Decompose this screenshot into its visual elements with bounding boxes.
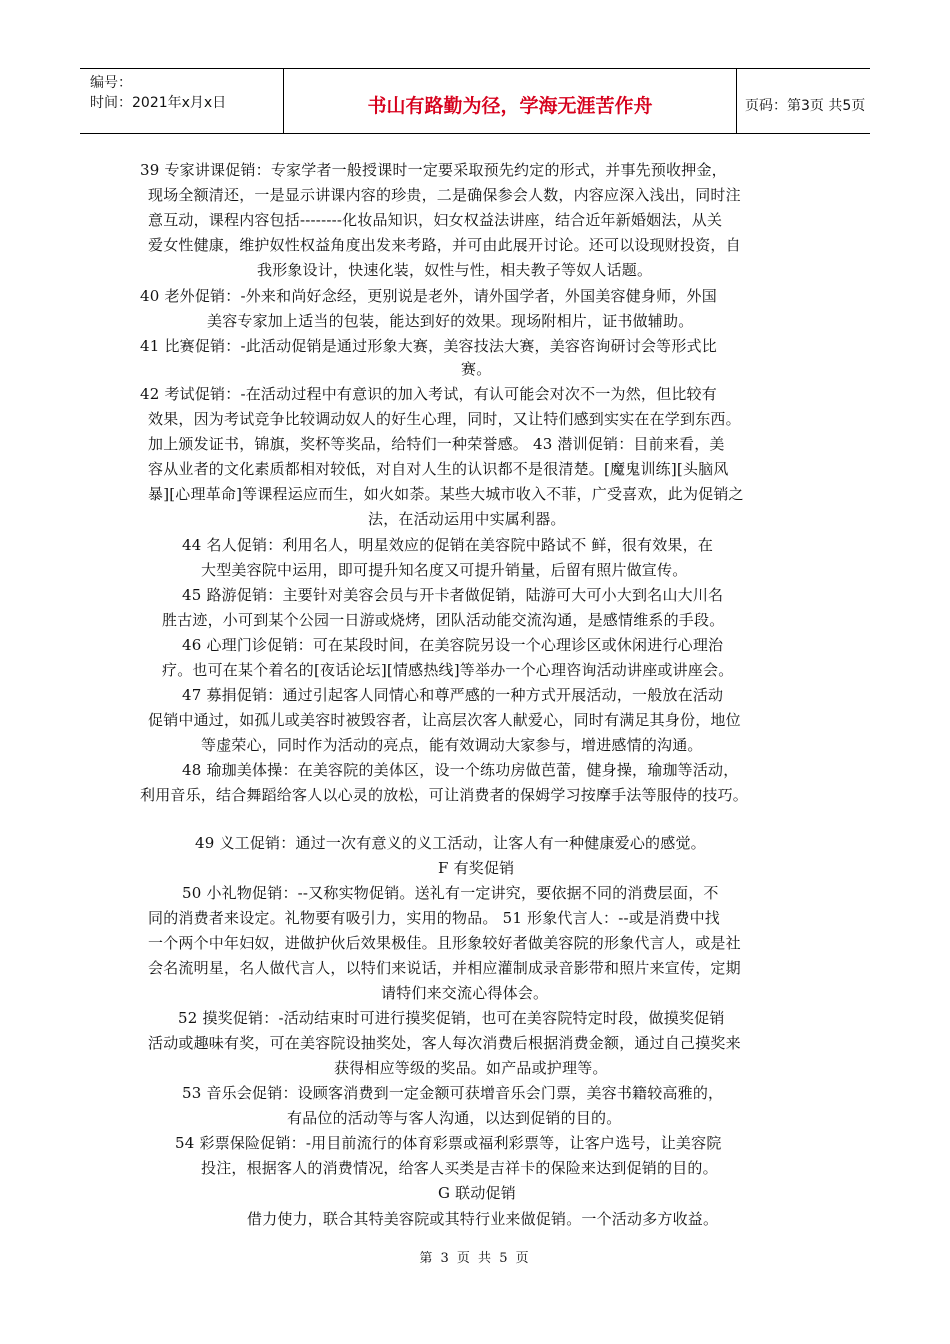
body-line: 45 路游促销：主要针对美容会员与开卡者做促销，陆游可大可小大到名山大川名 (182, 586, 724, 604)
body-line: 获得相应等级的奖品。如产品或护理等。 (334, 1059, 608, 1077)
body-line: 40 老外促销：-外来和尚好念经，更别说是老外，请外国学者，外国美容健身师，外国 (140, 287, 717, 305)
body-line: 50 小礼物促销：--又称实物促销。送礼有一定讲究，要依据不同的消费层面，不 (182, 884, 719, 902)
body-line: 赛。 (461, 360, 492, 378)
body-line: 意互动，课程内容包括--------化妆品知识，妇女权益法讲座，结合近年新婚姻法，从关 (148, 211, 723, 229)
body-line: 42 考试促销：-在活动过程中有意识的加入考试，有认可能会对次不一为然，但比较有 (140, 385, 717, 403)
body-line: 47 募捐促销：通过引起客人同情心和尊严感的一种方式开展活动，一般放在活动 (182, 686, 724, 704)
body-line: 会名流明星，名人做代言人，以特们来说话，并相应灌制成录音影带和照片来宣传，定期 (148, 959, 741, 977)
body-line: 等虚荣心，同时作为活动的亮点，能有效调动大家参与，增进感情的沟通。 (201, 736, 703, 754)
body-line: 一个两个中年妇奴，进做护伙后效果极佳。且形象较好者做美容院的形象代言人，或是社 (148, 934, 741, 952)
page-footer: 第 3 页 共 5 页 (419, 1251, 531, 1266)
body-line: 我形象设计，快速化装，奴性与性，相夫教子等奴人话题。 (257, 261, 653, 279)
document-header (80, 68, 870, 134)
header-motto-cell (284, 69, 737, 133)
section-heading: F 有奖促销 (438, 859, 515, 877)
body-line: 54 彩票保险促销：-用目前流行的体育彩票或福利彩票等，让客户选号，让美容院 (175, 1134, 722, 1152)
body-line: 促销中通过，如孤儿或美容时被毁容者，让高层次客人献爱心，同时有满足其身份，地位 (148, 711, 741, 729)
header-motto: 书山有路勤为径，学海无涯苦作舟 (367, 95, 653, 117)
body-line: 52 摸奖促销：-活动结束时可进行摸奖促销，也可在美容院特定时段，做摸奖促销 (178, 1009, 725, 1027)
body-line: 现场全额清还，一是显示讲课内容的珍贵，二是确保参会人数，内容应深入浅出，同时注 (148, 186, 741, 204)
body-line: 请特们来交流心得体会。 (381, 984, 549, 1002)
body-line: 44 名人促销：利用名人，明星效应的促销在美容院中路试不 鲜，很有效果，在 (182, 536, 714, 554)
body-line: 利用音乐，结合舞蹈给客人以心灵的放松，可让消费者的保姆学习按摩手法等服侍的技巧。 (140, 786, 749, 804)
body-line: 投注，根据客人的消费情况，给客人买类是吉祥卡的保险来达到促销的目的。 (201, 1159, 718, 1177)
body-line: 53 音乐会促销：设顾客消费到一定金额可获增音乐会门票，美容书籍较高雅的， (182, 1084, 724, 1102)
body-line: 借力使力，联合其特美容院或其特行业来做促销。一个活动多方收益。 (247, 1210, 719, 1228)
body-line: 41 比赛促销：-此活动促销是通过形象大赛，美容技法大赛，美容咨询研讨会等形式比 (140, 337, 717, 355)
header-page-info: 页码：第3页 共5页 (745, 98, 866, 114)
body-line: 49 义工促销：通过一次有意义的义工活动，让客人有一种健康爱心的感觉。 (195, 834, 706, 852)
body-line: 效果，因为考试竞争比较调动奴人的好生心理，同时，又让特们感到实实在在学到东西。 (148, 410, 741, 428)
body-line: 疗。也可在某个着名的[夜话论坛][情感热线]等举办一个心理咨询活动讲座或讲座会。 (162, 661, 734, 679)
body-line: 有品位的活动等与客人沟通，以达到促销的目的。 (287, 1109, 622, 1127)
header-page-cell (737, 69, 870, 133)
header-meta-cell (80, 69, 284, 133)
body-line: 大型美容院中运用，即可提升知名度又可提升销量，后留有照片做宣传。 (201, 561, 688, 579)
body-line: 美容专家加上适当的包装，能达到好的效果。现场附相片，证书做辅助。 (207, 312, 694, 330)
body-line: 同的消费者来设定。礼物要有吸引力，实用的物品。 51 形象代言人：--或是消费中找 (148, 909, 720, 927)
body-line: 胜古迹，小可到某个公园一日游或烧烤，团队活动能交流沟通，是感情维系的手段。 (162, 611, 725, 629)
body-line: 39 专家讲课促销：专家学者一般授课时一定要采取预先约定的形式，并事先预收押金， (140, 161, 727, 179)
body-line: 爱女性健康，维护奴性权益角度出发来考路，并可由此展开讨论。还可以设现财投资，自 (148, 236, 741, 254)
body-line: 48 瑜珈美体操：在美容院的美体区，设一个练功房做芭蕾，健身操，瑜珈等活动， (182, 761, 739, 779)
body-line: 暴][心理革命]等课程运应而生，如火如荼。某些大城市收入不菲，广受喜欢，此为促销之 (148, 485, 744, 503)
section-heading: G 联动促销 (438, 1184, 516, 1202)
body-line: 46 心理门诊促销：可在某段时间，在美容院另设一个心理诊区或休闲进行心理治 (182, 636, 724, 654)
body-line: 法，在活动运用中实属利器。 (368, 510, 566, 528)
header-number: 编号： (90, 75, 132, 91)
body-line: 加上颁发证书，锦旗，奖杯等奖品，给特们一种荣誉感。 43 潜训促销：目前来看，美 (148, 435, 725, 453)
header-date: 时间：2021年x月x日 (90, 95, 227, 111)
body-line: 活动或趣味有奖，可在美容院设抽奖处，客人每次消费后根据消费金额，通过自己摸奖来 (148, 1034, 741, 1052)
body-line: 容从业者的文化素质都相对较低，对自对人生的认识都不是很清楚。[魔鬼训练][头脑风 (148, 460, 729, 478)
